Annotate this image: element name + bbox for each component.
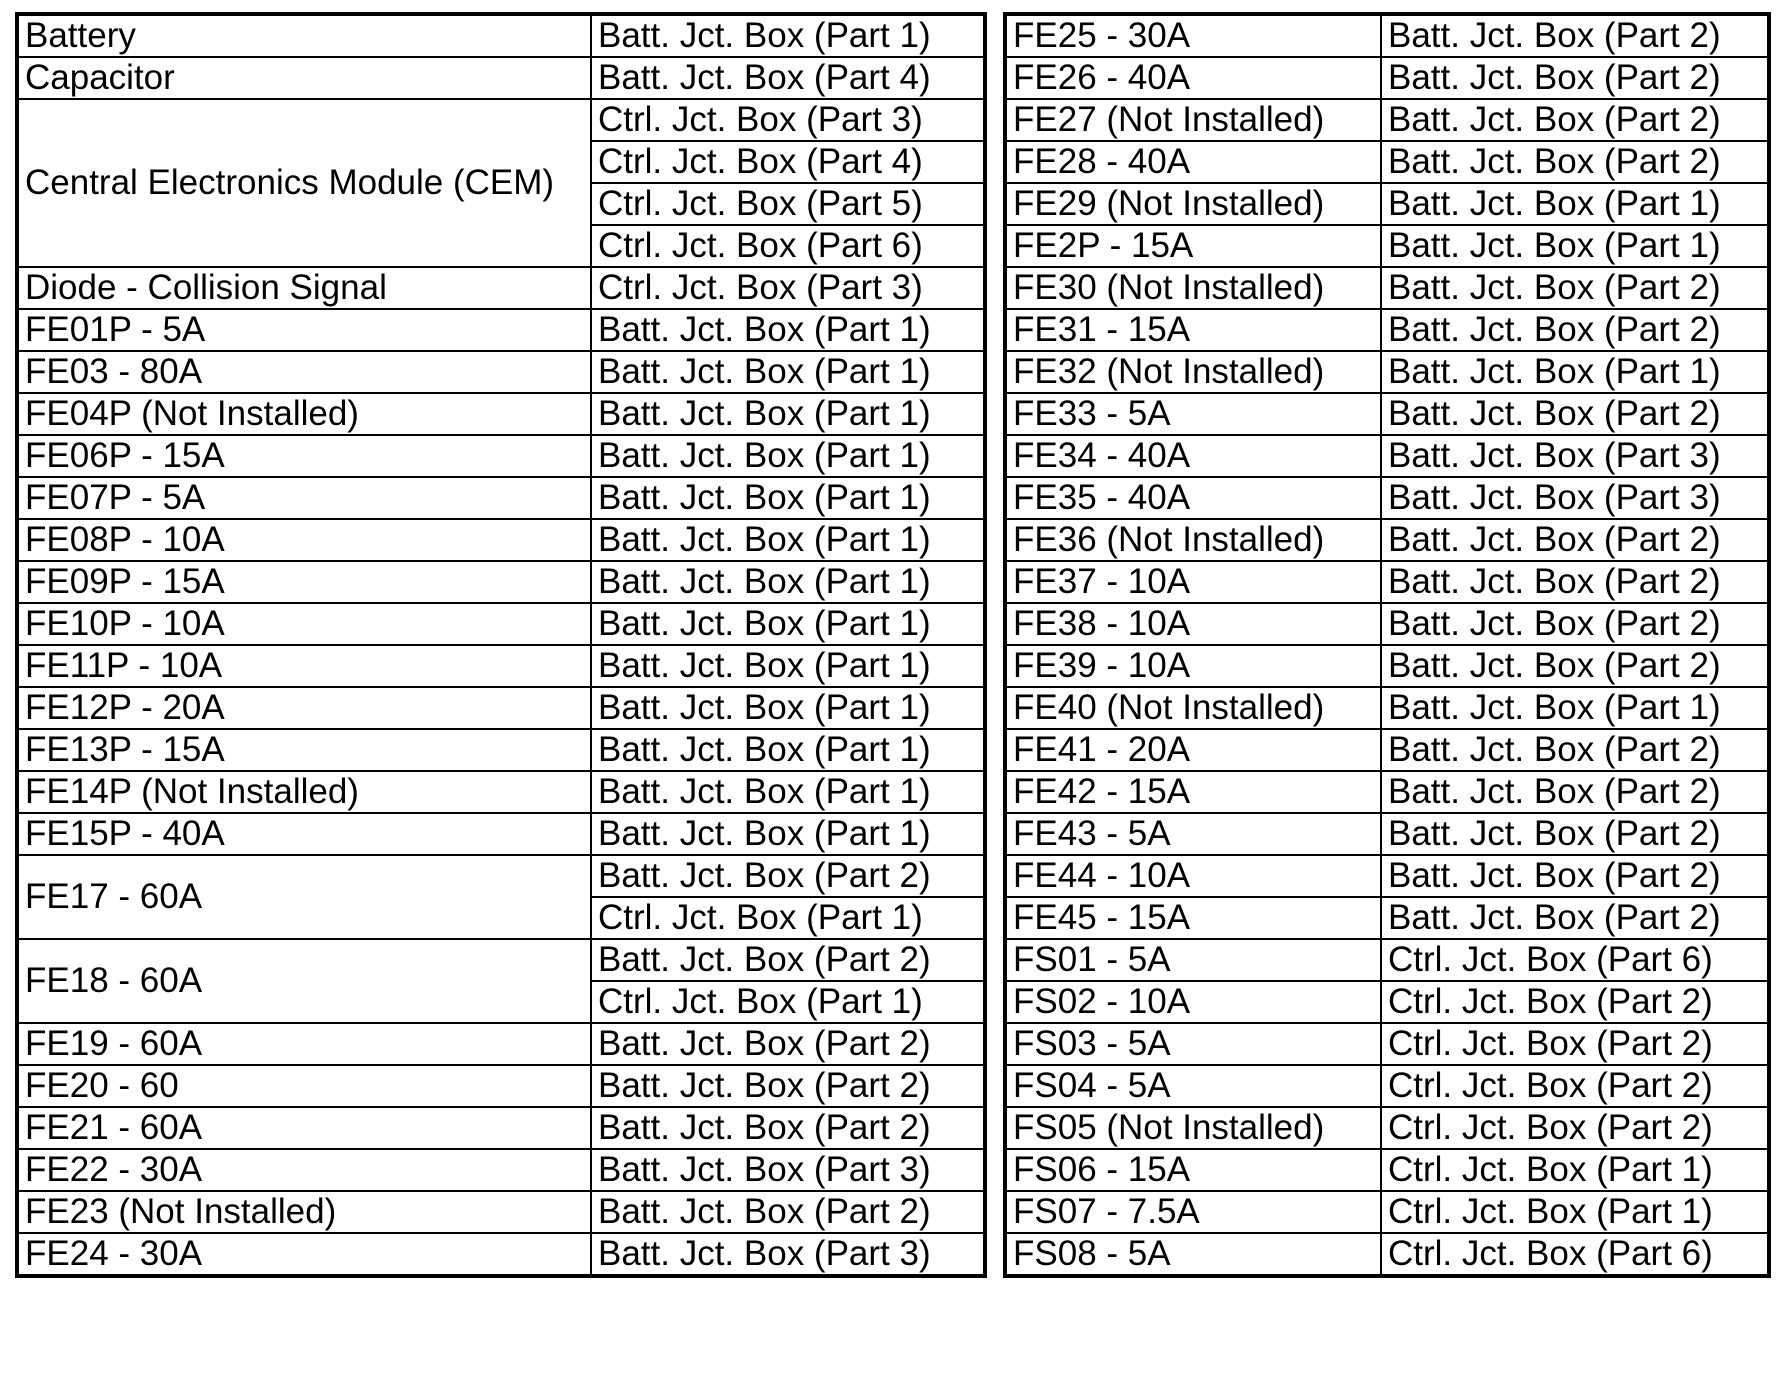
component-cell: FE42 - 15A bbox=[1005, 771, 1381, 813]
component-cell: FE01P - 5A bbox=[17, 309, 591, 351]
table-row bbox=[17, 519, 985, 561]
component-cell: FE14P (Not Installed) bbox=[17, 771, 591, 813]
table-row bbox=[17, 477, 985, 519]
location-cell: Batt. Jct. Box (Part 3) bbox=[591, 1233, 985, 1276]
location-cell: Batt. Jct. Box (Part 1) bbox=[591, 477, 985, 519]
table-row bbox=[1005, 687, 1769, 729]
location-cell: Batt. Jct. Box (Part 2) bbox=[1381, 771, 1769, 813]
location-cell: Batt. Jct. Box (Part 3) bbox=[591, 1149, 985, 1191]
location-cell: Ctrl. Jct. Box (Part 2) bbox=[1381, 1023, 1769, 1065]
table-row bbox=[17, 57, 985, 99]
location-cell: Ctrl. Jct. Box (Part 1) bbox=[591, 981, 985, 1023]
table-row bbox=[1005, 897, 1769, 939]
location-cell: Batt. Jct. Box (Part 3) bbox=[1381, 435, 1769, 477]
component-cell: FE21 - 60A bbox=[17, 1107, 591, 1149]
component-cell: FE41 - 20A bbox=[1005, 729, 1381, 771]
component-cell: Diode - Collision Signal bbox=[17, 267, 591, 309]
table-row bbox=[1005, 645, 1769, 687]
component-cell: FE28 - 40A bbox=[1005, 141, 1381, 183]
table-row bbox=[1005, 1233, 1769, 1276]
component-cell: FE33 - 5A bbox=[1005, 393, 1381, 435]
table-row bbox=[17, 1023, 985, 1065]
location-cell: Batt. Jct. Box (Part 2) bbox=[591, 939, 985, 981]
table-row bbox=[17, 1149, 985, 1191]
location-cell: Ctrl. Jct. Box (Part 6) bbox=[1381, 939, 1769, 981]
right-table-body bbox=[1005, 14, 1769, 1276]
location-cell: Batt. Jct. Box (Part 1) bbox=[591, 351, 985, 393]
table-row bbox=[17, 771, 985, 813]
location-cell: Ctrl. Jct. Box (Part 2) bbox=[1381, 1065, 1769, 1107]
location-cell: Batt. Jct. Box (Part 2) bbox=[1381, 603, 1769, 645]
location-cell: Batt. Jct. Box (Part 1) bbox=[591, 435, 985, 477]
table-row bbox=[17, 687, 985, 729]
component-cell: FE37 - 10A bbox=[1005, 561, 1381, 603]
component-cell: FE11P - 10A bbox=[17, 645, 591, 687]
table-row bbox=[1005, 393, 1769, 435]
left-table-body bbox=[17, 14, 985, 1276]
component-cell: FE39 - 10A bbox=[1005, 645, 1381, 687]
location-cell: Batt. Jct. Box (Part 2) bbox=[1381, 519, 1769, 561]
location-cell: Batt. Jct. Box (Part 2) bbox=[1381, 57, 1769, 99]
component-cell: FS03 - 5A bbox=[1005, 1023, 1381, 1065]
location-cell: Batt. Jct. Box (Part 2) bbox=[1381, 141, 1769, 183]
component-cell: FS06 - 15A bbox=[1005, 1149, 1381, 1191]
location-cell: Ctrl. Jct. Box (Part 6) bbox=[1381, 1233, 1769, 1276]
left-component-table bbox=[15, 12, 987, 1278]
location-cell: Batt. Jct. Box (Part 1) bbox=[591, 813, 985, 855]
location-cell: Batt. Jct. Box (Part 1) bbox=[591, 729, 985, 771]
component-cell: FE30 (Not Installed) bbox=[1005, 267, 1381, 309]
table-row bbox=[1005, 99, 1769, 141]
location-cell: Batt. Jct. Box (Part 2) bbox=[591, 1065, 985, 1107]
location-cell: Batt. Jct. Box (Part 1) bbox=[591, 687, 985, 729]
table-row bbox=[17, 14, 985, 57]
component-cell: FE15P - 40A bbox=[17, 813, 591, 855]
location-cell: Batt. Jct. Box (Part 2) bbox=[591, 1023, 985, 1065]
component-cell: FE29 (Not Installed) bbox=[1005, 183, 1381, 225]
location-cell: Batt. Jct. Box (Part 1) bbox=[1381, 183, 1769, 225]
component-location-sheet bbox=[15, 12, 1767, 1340]
location-cell: Batt. Jct. Box (Part 1) bbox=[591, 771, 985, 813]
component-cell: FE2P - 15A bbox=[1005, 225, 1381, 267]
component-cell: FE24 - 30A bbox=[17, 1233, 591, 1276]
component-cell: FS02 - 10A bbox=[1005, 981, 1381, 1023]
location-cell: Batt. Jct. Box (Part 1) bbox=[1381, 225, 1769, 267]
location-cell: Batt. Jct. Box (Part 2) bbox=[1381, 729, 1769, 771]
location-cell: Batt. Jct. Box (Part 1) bbox=[591, 645, 985, 687]
location-cell: Batt. Jct. Box (Part 2) bbox=[1381, 645, 1769, 687]
table-row bbox=[1005, 435, 1769, 477]
component-cell: Central Electronics Module (CEM) bbox=[17, 99, 591, 267]
table-row bbox=[1005, 981, 1769, 1023]
component-cell: FE44 - 10A bbox=[1005, 855, 1381, 897]
table-row bbox=[1005, 729, 1769, 771]
component-cell: FE07P - 5A bbox=[17, 477, 591, 519]
component-cell: FE03 - 80A bbox=[17, 351, 591, 393]
table-row bbox=[1005, 267, 1769, 309]
location-cell: Batt. Jct. Box (Part 3) bbox=[1381, 477, 1769, 519]
component-cell: FE08P - 10A bbox=[17, 519, 591, 561]
location-cell: Batt. Jct. Box (Part 2) bbox=[1381, 393, 1769, 435]
component-cell: FE40 (Not Installed) bbox=[1005, 687, 1381, 729]
location-cell: Batt. Jct. Box (Part 2) bbox=[591, 1107, 985, 1149]
location-cell: Batt. Jct. Box (Part 1) bbox=[591, 519, 985, 561]
component-cell: FE13P - 15A bbox=[17, 729, 591, 771]
table-row bbox=[17, 855, 985, 897]
component-cell: FE38 - 10A bbox=[1005, 603, 1381, 645]
location-cell: Batt. Jct. Box (Part 2) bbox=[1381, 855, 1769, 897]
location-cell: Batt. Jct. Box (Part 1) bbox=[591, 561, 985, 603]
table-row bbox=[1005, 14, 1769, 57]
table-row bbox=[17, 351, 985, 393]
component-cell: FE31 - 15A bbox=[1005, 309, 1381, 351]
table-row bbox=[1005, 855, 1769, 897]
table-row bbox=[1005, 813, 1769, 855]
location-cell: Batt. Jct. Box (Part 2) bbox=[591, 1191, 985, 1233]
component-cell: FE23 (Not Installed) bbox=[17, 1191, 591, 1233]
component-cell: FS07 - 7.5A bbox=[1005, 1191, 1381, 1233]
component-cell: FS05 (Not Installed) bbox=[1005, 1107, 1381, 1149]
location-cell: Batt. Jct. Box (Part 1) bbox=[1381, 351, 1769, 393]
table-row bbox=[17, 99, 985, 141]
component-cell: FS01 - 5A bbox=[1005, 939, 1381, 981]
component-cell: FE36 (Not Installed) bbox=[1005, 519, 1381, 561]
table-row bbox=[1005, 225, 1769, 267]
component-cell: FE09P - 15A bbox=[17, 561, 591, 603]
table-row bbox=[17, 267, 985, 309]
location-cell: Ctrl. Jct. Box (Part 2) bbox=[1381, 981, 1769, 1023]
table-row bbox=[1005, 939, 1769, 981]
table-row bbox=[17, 561, 985, 603]
component-cell: Capacitor bbox=[17, 57, 591, 99]
component-cell: FS04 - 5A bbox=[1005, 1065, 1381, 1107]
component-cell: FS08 - 5A bbox=[1005, 1233, 1381, 1276]
location-cell: Batt. Jct. Box (Part 2) bbox=[1381, 14, 1769, 57]
component-cell: FE19 - 60A bbox=[17, 1023, 591, 1065]
table-row bbox=[17, 1191, 985, 1233]
table-row bbox=[17, 603, 985, 645]
table-row bbox=[17, 393, 985, 435]
location-cell: Ctrl. Jct. Box (Part 2) bbox=[1381, 1107, 1769, 1149]
location-cell: Ctrl. Jct. Box (Part 1) bbox=[1381, 1191, 1769, 1233]
location-cell: Batt. Jct. Box (Part 2) bbox=[1381, 267, 1769, 309]
location-cell: Batt. Jct. Box (Part 1) bbox=[591, 393, 985, 435]
location-cell: Ctrl. Jct. Box (Part 5) bbox=[591, 183, 985, 225]
table-row bbox=[17, 645, 985, 687]
table-row bbox=[1005, 771, 1769, 813]
table-row bbox=[1005, 351, 1769, 393]
location-cell: Batt. Jct. Box (Part 2) bbox=[1381, 897, 1769, 939]
component-cell: FE04P (Not Installed) bbox=[17, 393, 591, 435]
location-cell: Ctrl. Jct. Box (Part 1) bbox=[591, 897, 985, 939]
table-row bbox=[1005, 183, 1769, 225]
component-cell: FE22 - 30A bbox=[17, 1149, 591, 1191]
component-cell: FE12P - 20A bbox=[17, 687, 591, 729]
table-row bbox=[17, 939, 985, 981]
component-cell: FE43 - 5A bbox=[1005, 813, 1381, 855]
table-row bbox=[1005, 561, 1769, 603]
location-cell: Batt. Jct. Box (Part 2) bbox=[1381, 813, 1769, 855]
component-cell: FE18 - 60A bbox=[17, 939, 591, 1023]
table-row bbox=[1005, 1065, 1769, 1107]
location-cell: Batt. Jct. Box (Part 1) bbox=[591, 603, 985, 645]
component-cell: FE20 - 60 bbox=[17, 1065, 591, 1107]
table-row bbox=[1005, 1107, 1769, 1149]
location-cell: Batt. Jct. Box (Part 4) bbox=[591, 57, 985, 99]
location-cell: Ctrl. Jct. Box (Part 4) bbox=[591, 141, 985, 183]
table-row bbox=[17, 813, 985, 855]
location-cell: Batt. Jct. Box (Part 2) bbox=[1381, 99, 1769, 141]
location-cell: Ctrl. Jct. Box (Part 3) bbox=[591, 267, 985, 309]
component-cell: FE34 - 40A bbox=[1005, 435, 1381, 477]
table-row bbox=[17, 309, 985, 351]
table-row bbox=[1005, 141, 1769, 183]
table-row bbox=[1005, 477, 1769, 519]
location-cell: Batt. Jct. Box (Part 2) bbox=[591, 855, 985, 897]
location-cell: Ctrl. Jct. Box (Part 1) bbox=[1381, 1149, 1769, 1191]
component-cell: FE06P - 15A bbox=[17, 435, 591, 477]
location-cell: Batt. Jct. Box (Part 2) bbox=[1381, 309, 1769, 351]
component-cell: Battery bbox=[17, 14, 591, 57]
location-cell: Batt. Jct. Box (Part 1) bbox=[1381, 687, 1769, 729]
table-row bbox=[1005, 309, 1769, 351]
table-row bbox=[17, 729, 985, 771]
table-row bbox=[17, 435, 985, 477]
location-cell: Batt. Jct. Box (Part 2) bbox=[1381, 561, 1769, 603]
location-cell: Batt. Jct. Box (Part 1) bbox=[591, 309, 985, 351]
component-cell: FE25 - 30A bbox=[1005, 14, 1381, 57]
component-cell: FE27 (Not Installed) bbox=[1005, 99, 1381, 141]
table-row bbox=[1005, 57, 1769, 99]
component-cell: FE45 - 15A bbox=[1005, 897, 1381, 939]
component-cell: FE35 - 40A bbox=[1005, 477, 1381, 519]
table-row bbox=[17, 1233, 985, 1276]
table-row bbox=[1005, 1023, 1769, 1065]
component-cell: FE17 - 60A bbox=[17, 855, 591, 939]
table-row bbox=[1005, 1149, 1769, 1191]
table-row bbox=[17, 1107, 985, 1149]
table-row bbox=[1005, 1191, 1769, 1233]
location-cell: Batt. Jct. Box (Part 1) bbox=[591, 14, 985, 57]
component-cell: FE32 (Not Installed) bbox=[1005, 351, 1381, 393]
table-row bbox=[17, 1065, 985, 1107]
table-row bbox=[1005, 603, 1769, 645]
component-cell: FE10P - 10A bbox=[17, 603, 591, 645]
component-cell: FE26 - 40A bbox=[1005, 57, 1381, 99]
table-row bbox=[1005, 519, 1769, 561]
right-component-table bbox=[1003, 12, 1771, 1278]
location-cell: Ctrl. Jct. Box (Part 6) bbox=[591, 225, 985, 267]
location-cell: Ctrl. Jct. Box (Part 3) bbox=[591, 99, 985, 141]
